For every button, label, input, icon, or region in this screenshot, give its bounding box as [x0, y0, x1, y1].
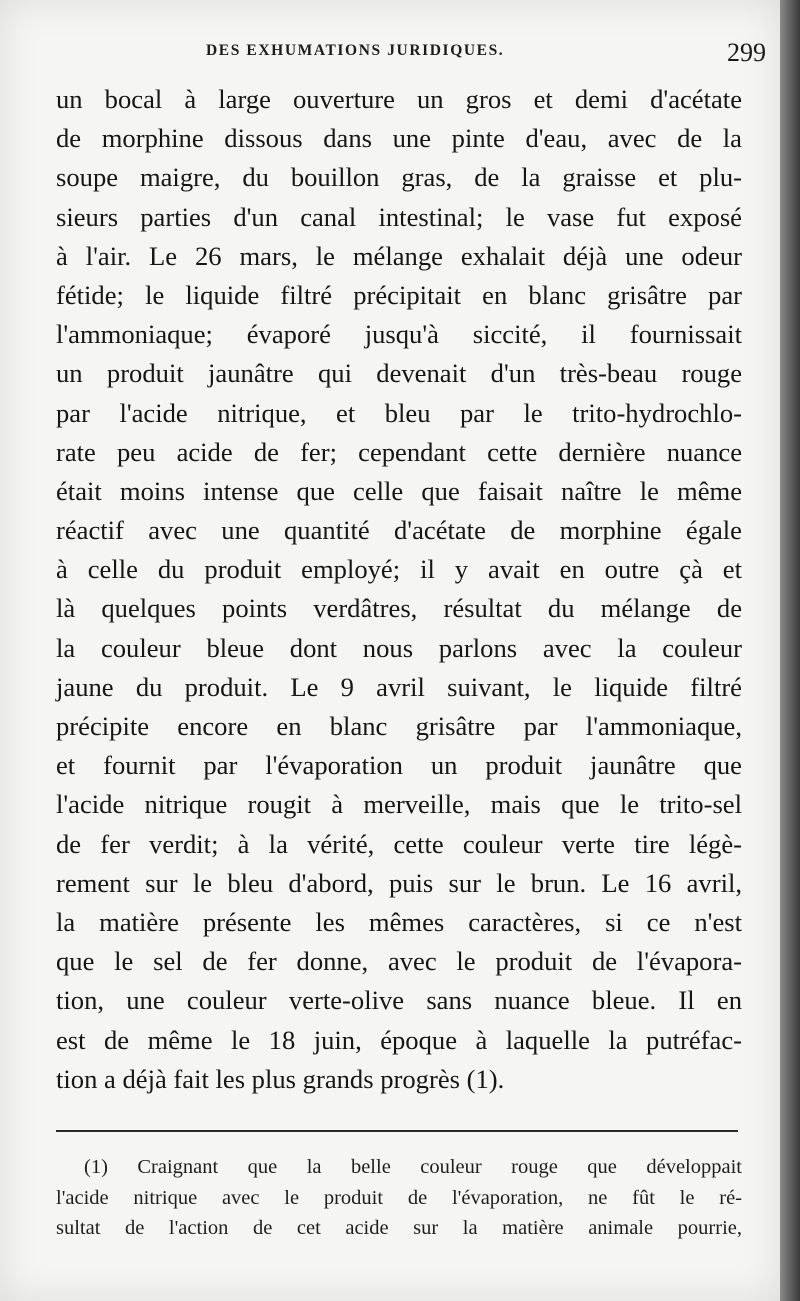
footnote-line: (1) Craignant que la belle couleur rouge que développait — [84, 1156, 742, 1178]
body-line: tion, une couleur verte-olive sans nuance bleue. Il en — [56, 985, 742, 1016]
page-number: 299 — [727, 38, 766, 67]
running-head: DES EXHUMATIONS JURIDIQUES. — [206, 42, 505, 59]
body-line: que le sel de fer donne, avec le produit de l'évapora- — [56, 946, 742, 977]
body-line: par l'acide nitrique, et bleu par le trito-hydrochlo- — [56, 397, 742, 428]
footnote-line: sultat de l'action de cet acide sur la matière animale pourrie, — [56, 1217, 742, 1239]
body-line: fétide; le liquide filtré précipitait en blanc grisâtre par — [56, 279, 742, 310]
body-line: la couleur bleue dont nous parlons avec la couleur — [56, 632, 742, 663]
body-line: précipite encore en blanc grisâtre par l'ammoniaque, — [56, 711, 742, 741]
body-line: est de même le 18 juin, époque à laquelle la putréfac- — [56, 1024, 742, 1055]
footnote-rule — [56, 1130, 738, 1132]
body-line: soupe maigre, du bouillon gras, de la graisse et plu- — [56, 162, 742, 193]
body-line: là quelques points verdâtres, résultat du mélange de — [56, 593, 742, 624]
body-line: la matière présente les mêmes caractères, si ce n'est — [56, 906, 742, 937]
footnote-line: l'acide nitrique avec le produit de l'évaporation, ne fût le ré- — [56, 1186, 742, 1209]
body-line: rement sur le bleu d'abord, puis sur le brun. Le 16 avril, — [56, 867, 742, 898]
body-line: à celle du produit employé; il y avait en outre çà et — [56, 554, 742, 585]
body-line: l'acide nitrique rougit à merveille, mais que le trito-sel — [56, 789, 742, 820]
body-line: jaune du produit. Le 9 avril suivant, le liquide filtré — [56, 671, 742, 702]
body-line: tion a déjà fait les plus grands progrès (1). — [56, 1063, 505, 1094]
body-line: sieurs parties d'un canal intestinal; le vase fut exposé — [56, 201, 742, 232]
body-line: à l'air. Le 26 mars, le mélange exhalait déjà une odeur — [56, 240, 742, 271]
footnote — [56, 1152, 742, 1244]
page-header — [206, 38, 766, 74]
body-line: rate peu acide de fer; cependant cette dernière nuance — [56, 436, 742, 467]
page-edge-shadow — [780, 0, 800, 1301]
body-line: de morphine dissous dans une pinte d'eau, avec de la — [56, 123, 742, 154]
body-line: était moins intense que celle que faisait naître le même — [56, 475, 742, 506]
body-line: un bocal à large ouverture un gros et demi d'acétate — [56, 84, 742, 114]
body-line: réactif avec une quantité d'acétate de morphine égale — [56, 515, 742, 546]
body-line: de fer verdit; à la vérité, cette couleur verte tire légè- — [56, 828, 742, 859]
body-line: l'ammoniaque; évaporé jusqu'à siccité, il fournissait — [56, 319, 742, 350]
body-text — [56, 80, 742, 1099]
body-line: un produit jaunâtre qui devenait d'un très-beau rouge — [56, 358, 742, 389]
body-line: et fournit par l'évaporation un produit jaunâtre que — [56, 750, 742, 781]
